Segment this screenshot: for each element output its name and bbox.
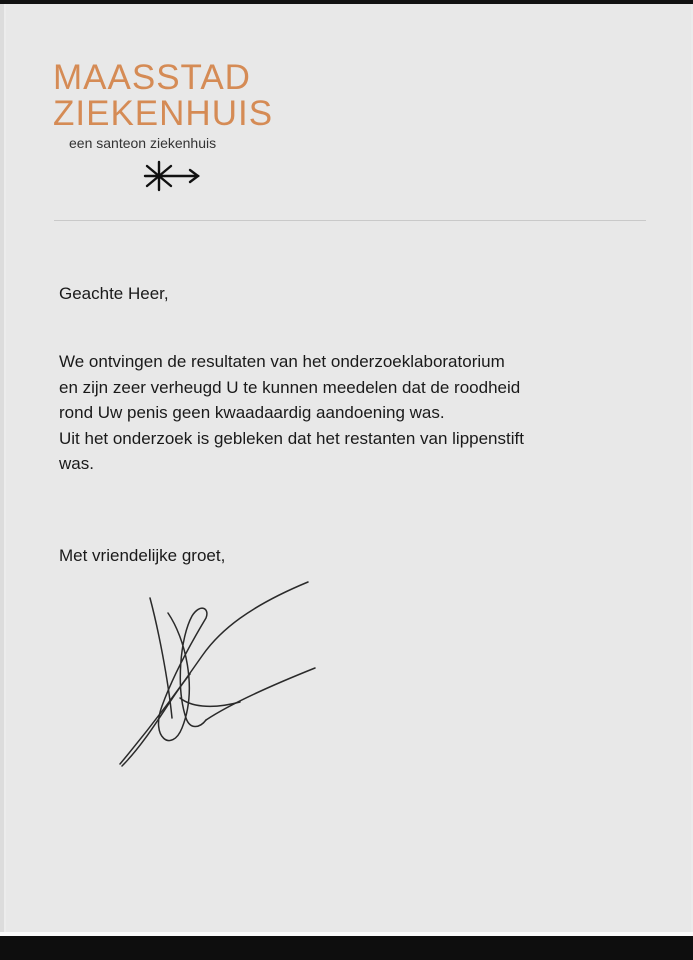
body-line: en zijn zeer verheugd U te kunnen meedelen dat de roodheid: [59, 378, 521, 397]
top-edge: [0, 0, 693, 4]
salutation: Geachte Heer,: [59, 284, 169, 303]
bottom-edge: [0, 936, 693, 960]
closing: Met vriendelijke groet,: [59, 546, 226, 565]
body-line: Uit het onderzoek is gebleken dat het restanten van lippenstift: [59, 429, 524, 448]
body-line: was.: [59, 454, 94, 473]
body-line: rond Uw penis geen kwaadaardig aandoening was.: [59, 403, 445, 422]
asterisk-star-icon: [142, 160, 200, 192]
header-divider: [54, 220, 646, 221]
handwritten-signature-icon: [110, 578, 330, 778]
hospital-tagline: een santeon ziekenhuis: [69, 135, 217, 151]
body-line: We ontvingen de resultaten van het onderzoeklaboratorium: [59, 352, 505, 371]
hospital-name-line1: MAASSTAD: [53, 58, 251, 97]
left-edge: [0, 0, 4, 960]
hospital-name-line2: ZIEKENHUIS: [53, 94, 274, 133]
